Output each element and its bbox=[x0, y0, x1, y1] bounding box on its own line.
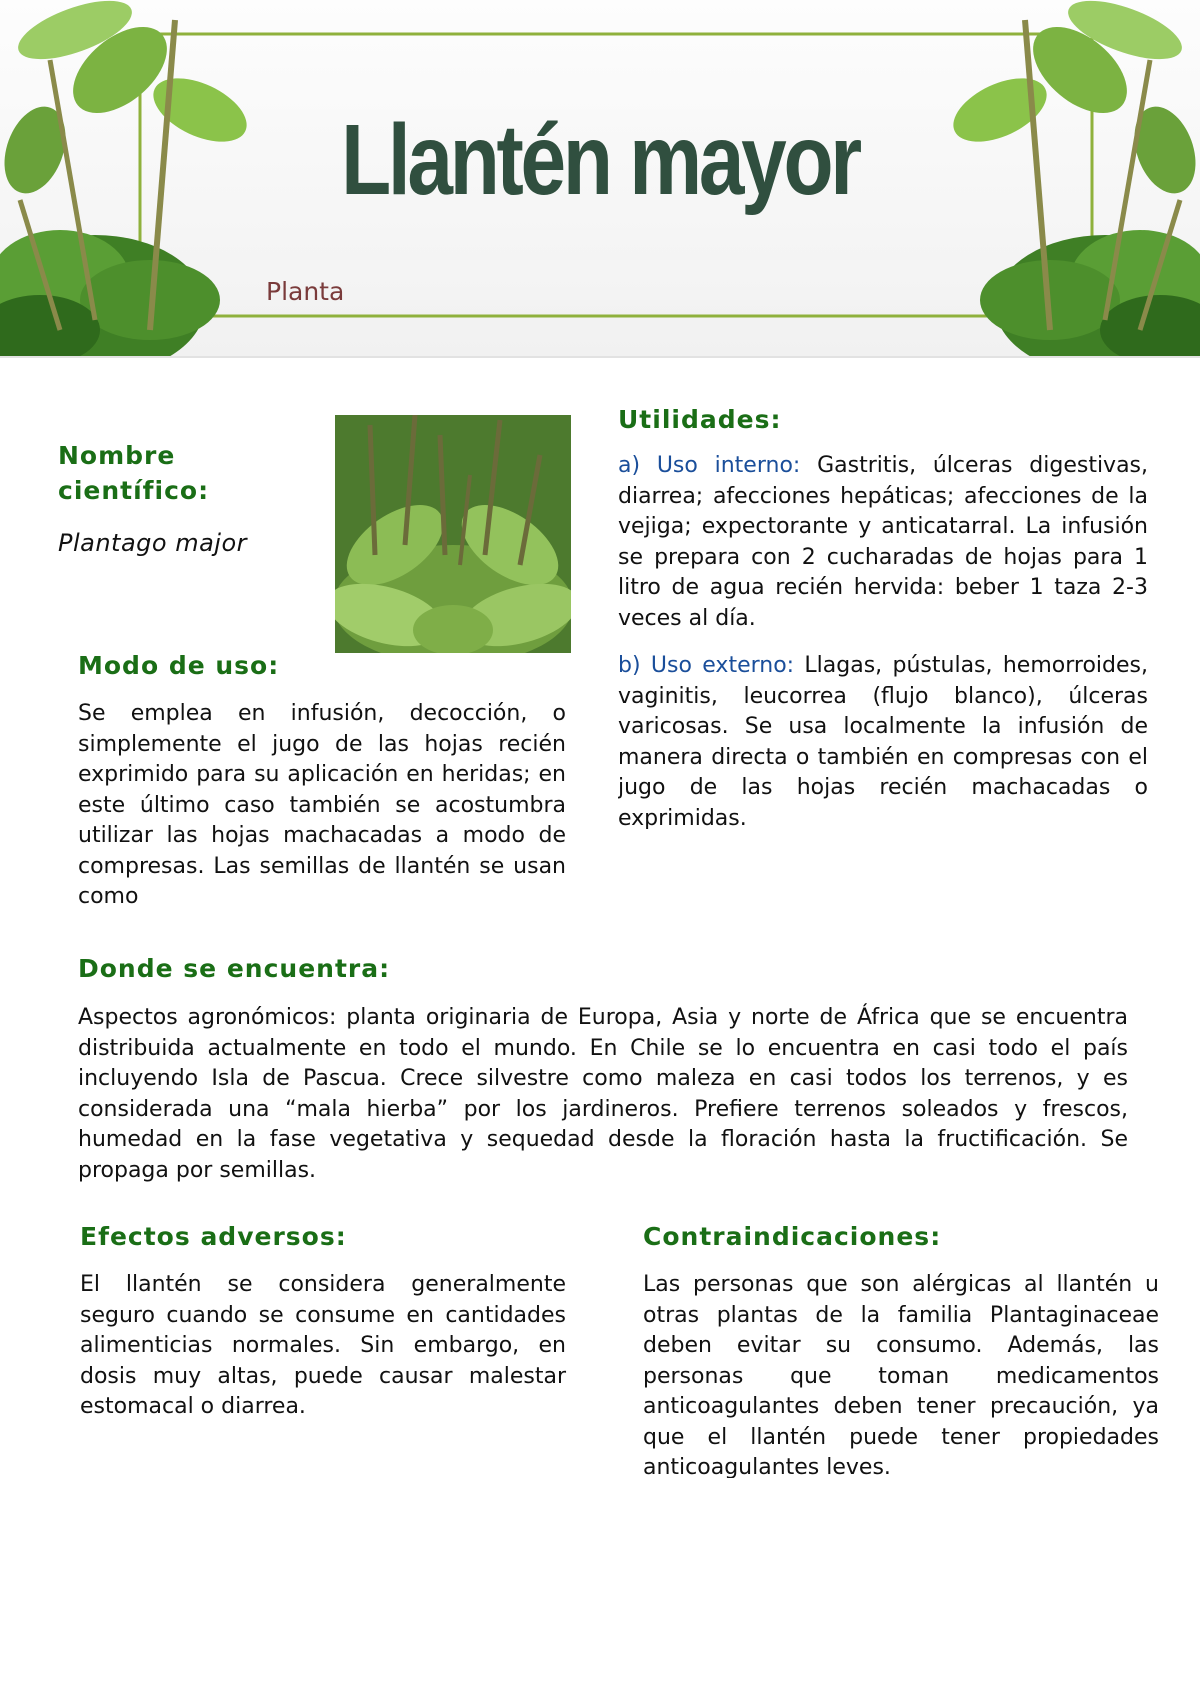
scientific-name-value: Plantago major bbox=[58, 529, 248, 557]
uso-interno-paragraph bbox=[618, 451, 1148, 634]
right-plant-illustration bbox=[944, 0, 1200, 356]
left-plant-illustration bbox=[0, 0, 256, 356]
contraindicaciones-text: Las personas que son alérgicas al llantén u otras plantas de la familia Plantaginaceae deben evitar su consumo. Además, las personas que toman medicamentos anticoagulantes deben tener precaución, ya que el llantén puede tener propiedades anticoagulantes leves. bbox=[643, 1272, 1159, 1478]
uso-externo-paragraph bbox=[618, 651, 1148, 829]
plant-photo bbox=[335, 415, 571, 653]
modo-de-uso-heading: Modo de uso: bbox=[78, 651, 280, 680]
contraindicaciones-heading: Contraindicaciones: bbox=[643, 1222, 942, 1251]
donde-se-encuentra-text: Aspectos agronómicos: planta originaria de Europa, Asia y norte de África que se encuentra distribuida actualmente en todo el mundo. En Chile se lo encuentra en casi todo el país incluyendo Isla de Pascua. Crece silvestre como maleza en casi todos los terrenos, y es considerada una “mala hierba” por los jardineros. Prefiere terrenos soleados y frescos, humedad en la fase vegetativa y sequedad desde la floración hasta la fructificación. Se propaga por semillas. bbox=[78, 1005, 1128, 1183]
uso-interno-text: Gastritis, úlceras digestivas, diarrea; afecciones hepáticas; afecciones de la vejiga; expectorante y anticatarral. La infusión se prepara con 2 cucharadas de hojas para 1 litro de agua recién hervida: beber 1 taza 2-3 veces al día. bbox=[618, 453, 1149, 631]
scientific-name-heading: Nombre científico: bbox=[58, 441, 210, 505]
uso-externo-label: b) Uso externo: bbox=[618, 653, 795, 678]
utilidades-heading: Utilidades: bbox=[618, 405, 782, 434]
header-banner bbox=[0, 0, 1200, 358]
efectos-adversos-heading: Efectos adversos: bbox=[80, 1222, 347, 1251]
page-subtitle: Planta bbox=[266, 277, 345, 306]
uso-externo-text: Llagas, pústulas, hemorroides, vaginitis, leucorrea (flujo blanco), úlceras varicosas. Se usa localmente la infusión de manera directa o también en compresas con el jugo de las hojas recién machacadas o exprimidas. bbox=[618, 653, 1148, 829]
efectos-adversos-text: El llantén se considera generalmente seguro cuando se consume en cantidades alimenticias normales. Sin embargo, en dosis muy altas, puede causar malestar estomacal o diarrea. bbox=[80, 1272, 566, 1419]
page-title: Llantén mayor bbox=[341, 104, 859, 216]
uso-interno-label: a) Uso interno: bbox=[618, 453, 801, 478]
donde-se-encuentra-heading: Donde se encuentra: bbox=[78, 954, 391, 983]
modo-de-uso-text: Se emplea en infusión, decocción, o simplemente el jugo de las hojas recién exprimido para su aplicación en heridas; en este último caso también se acostumbra utilizar las hojas machacadas a modo de compresas. Las semillas de llantén se usan como bbox=[78, 701, 566, 907]
